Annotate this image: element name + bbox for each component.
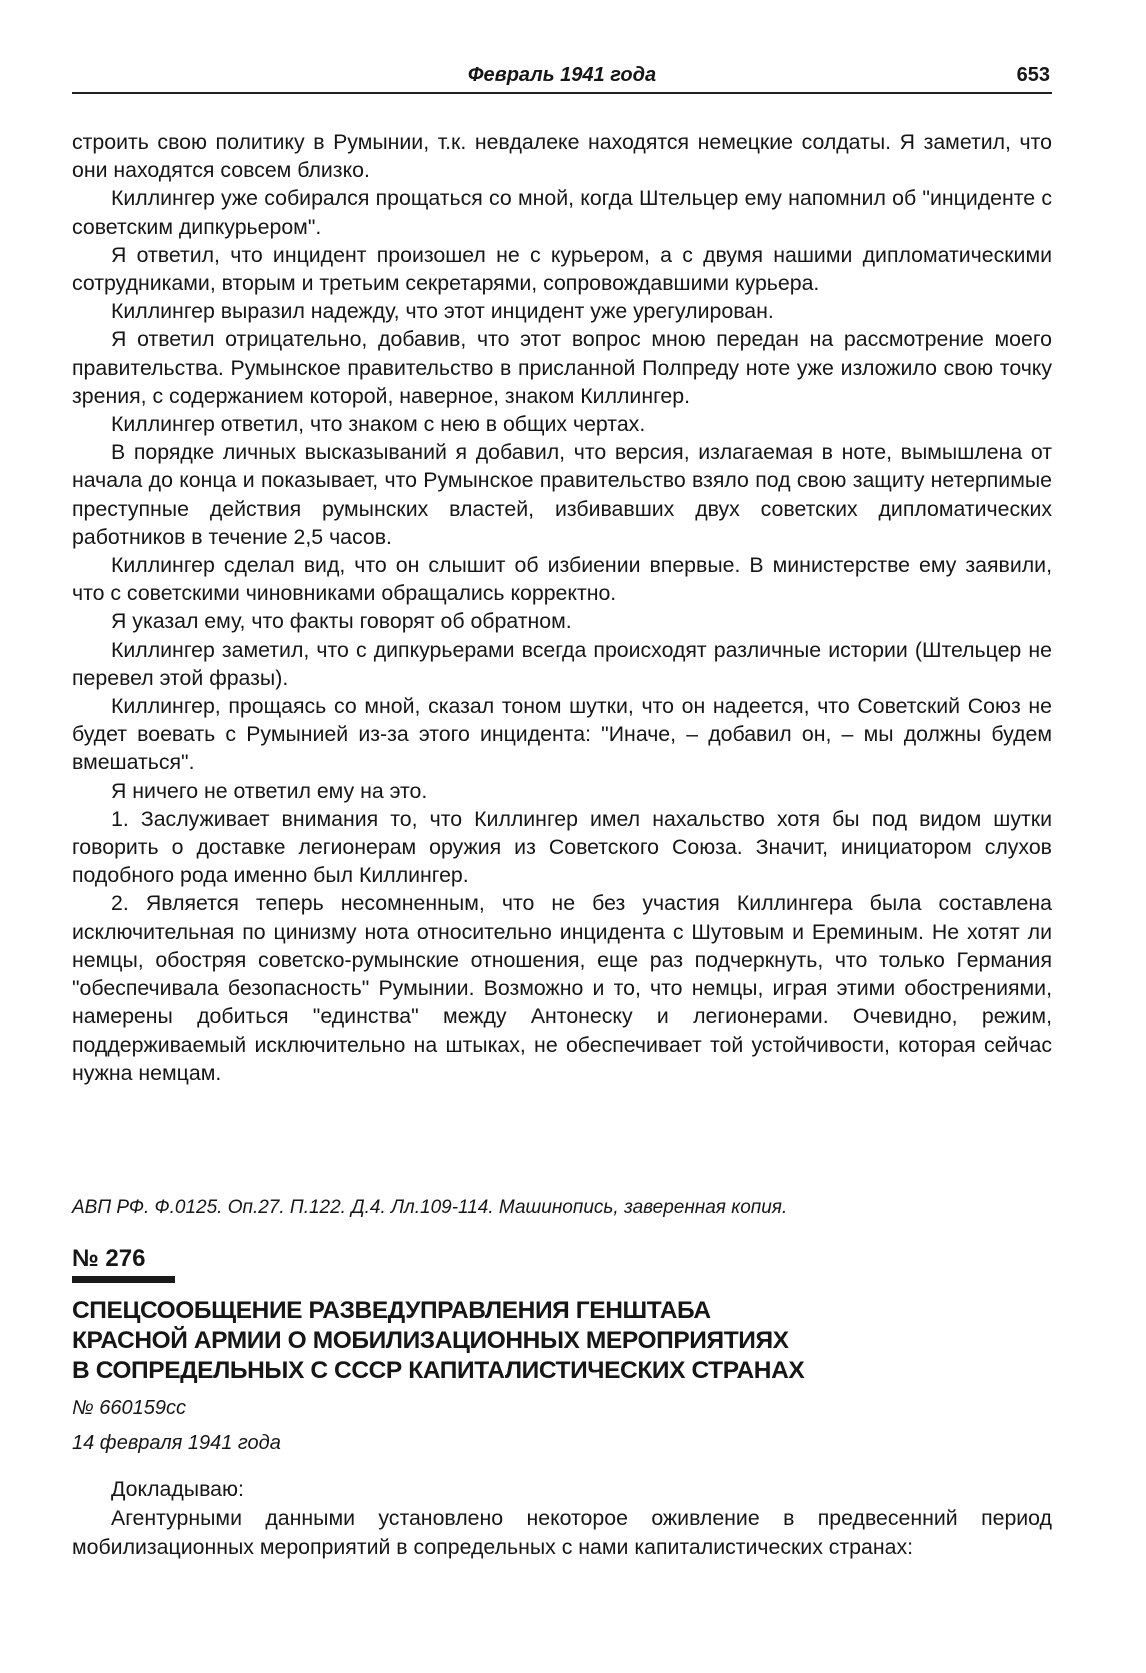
paragraph: Киллингер уже собирался прощаться со мной, когда Штельцер ему напомнил об "инциденте с советским дипкурьером". (72, 186, 1052, 239)
page-number: 653 (1016, 64, 1050, 86)
number-underline-bar (72, 1276, 175, 1283)
archive-source-note: АВП РФ. Ф.0125. Оп.27. П.122. Д.4. Лл.109-114. Машинопись, заверенная копия. (72, 1197, 788, 1218)
paragraph: 2. Является теперь несомненным, что не без участия Киллингера была составлена исключительная по цинизму нота относительно инцидента с Шутовым и Ереминым. Не хотят ли немцы, обостряя советско-румынские отношения, еще раз подчеркнуть, что только Германия "обеспечивала безопасность" Румынии. Возможно и то, что немцы, играя этими обострениями, намерены добиться "единства" между Антонеску и легионерами. Очевидно, режим, поддерживаемый исключительно на штыках, не обеспечивает той устойчивости, которая сейчас нужна немцам. (72, 891, 1052, 1085)
paragraph: Киллингер ответил, что знаком с нею в общих чертах. (111, 412, 646, 437)
document-date: 14 февраля 1941 года (72, 1432, 281, 1454)
paragraph: Я ответил отрицательно, добавив, что этот вопрос мною передан на рассмотрение моего правительства. Румынское правительство в присланной Полпреду ноте уже изложило свою точку зрения, с содержанием которой, наверное, знаком Киллингер. (72, 327, 1052, 408)
paragraph: Киллингер сделал вид, что он слышит об избиении впервые. В министерстве ему заявили, что с советскими чиновниками обращались корректно. (72, 553, 1052, 606)
title-line: КРАСНОЙ АРМИИ О МОБИЛИЗАЦИОННЫХ МЕРОПРИЯТИЯХ (72, 1327, 789, 1354)
paragraph: строить свою политику в Румынии, т.к. невдалеке находятся немецкие солдаты. Я заметил, что они находятся совсем близко. (72, 130, 1052, 183)
running-header (72, 62, 1052, 94)
paragraph: Агентурными данными установлено некоторое оживление в предвесенний период мобилизационных мероприятий в сопредельных с нами капиталистических странах: (72, 1506, 1052, 1559)
running-title: Февраль 1941 года (467, 64, 657, 86)
main-text (72, 128, 1052, 1087)
paragraph: Я указал ему, что факты говорят об обратном. (111, 609, 572, 634)
paragraph: Я ответил, что инцидент произошел не с курьером, а с двумя нашими дипломатическими сотрудниками, вторым и третьим секретарями, сопровождавшими курьера. (72, 242, 1052, 296)
document-meta (72, 1391, 1052, 1461)
paragraph: В порядке личных высказываний я добавил, что версия, излагаемая в ноте, вымышлена от начала до конца и показывает, что Румынское правительство взяло под свою защиту нетерпимые преступные действия румынских властей, избивавших двух советских дипломатических работников в течение 2,5 часов. (72, 440, 1052, 549)
paragraph: 1. Заслуживает внимания то, что Киллингер имел нахальство хотя бы под видом шутки говорить о доставке легионерам оружия из Советского Союза. Значит, инициатором слухов подобного рода именно был Киллингер. (72, 806, 1052, 888)
document-body (72, 1475, 1052, 1562)
paragraph: Я ничего не ответил ему на это. (111, 778, 428, 803)
paragraph: Киллингер выразил надежду, что этот инцидент уже урегулирован. (111, 299, 774, 324)
document-title (72, 1296, 1052, 1386)
paragraph: Докладываю: (111, 1477, 244, 1501)
title-line: В СОПРЕДЕЛЬНЫХ С СССР КАПИТАЛИСТИЧЕСКИХ СТРАНАХ (72, 1357, 805, 1384)
document-number: № 276 (72, 1245, 146, 1272)
title-line: СПЕЦСООБЩЕНИЕ РАЗВЕДУПРАВЛЕНИЯ ГЕНШТАБА (72, 1297, 711, 1324)
paragraph: Киллингер заметил, что с дипкурьерами всегда происходят различные истории (Штельцер не перевел этой фразы). (72, 637, 1052, 690)
registration-number: № 660159сс (72, 1397, 186, 1419)
paragraph: Киллингер, прощаясь со мной, сказал тоном шутки, что он надеется, что Советский Союз не будет воевать с Румынией из-за этого инцидента: "Иначе, – добавил он, – мы должны будем вмешаться". (72, 694, 1052, 775)
